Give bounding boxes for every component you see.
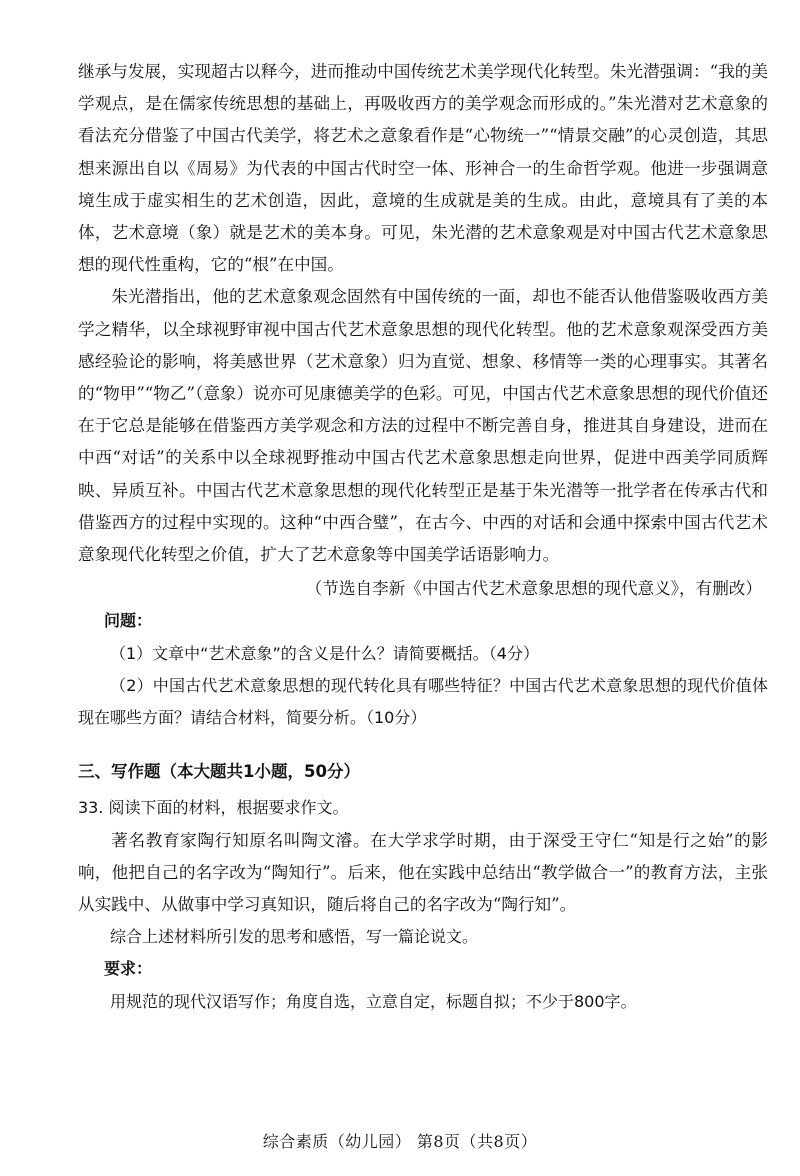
writing-task: 33. 阅读下面的材料，根据要求作文。 (78, 798, 349, 818)
page-footer: 综合素质（幼儿园） 第8页（共8页） (262, 1132, 538, 1151)
article-paragraph-2: 朱光潜指出，他的艺术意象观念固然有中国传统的一面，却也不能否认他借鉴吸收西方美学之精华，以全球视野审视中国古代艺术意象思想的现代化转型。他的艺术意象观深受西方美感经验论的影响，将美感世界（艺术意象）归为直觉、想象、移情等一类的心理事实。其著名的“物甲”“物乙”（意象）说亦可见康德美学的色彩。可见，中国古代艺术意象思想的现代价值还在于它总是能够在借鉴西方美学观念和方法的过程中不断完善自身，推进其自身建设，进而在中西“对话”的关系中以全球视野推动中国古代艺术意象思想走向世界，促进中西美学同质辉映、异质互补。中国古代艺术意象思想的现代化转型正是基于朱光潜等一批学者在传承古代和借鉴西方的过程中实现的。这种“中西合璧”，在古今、中西的对话和会通中探索中国古代艺术意象现代化转型之价值，扩大了艺术意象等中国美学话语影响力。 (78, 287, 768, 565)
requirements-label: 要求： (104, 959, 153, 979)
requirements-text: 用规范的现代汉语写作；角度自选，立意自定，标题自拟；不少于800字。 (110, 991, 637, 1011)
questions-heading: 问题： (104, 611, 153, 631)
writing-instruction: 综合上述材料所引发的思考和感悟，写一篇论说文。 (110, 927, 479, 947)
question-1: （1）文章中“艺术意象”的含义是什么？请简要概括。（4分） (110, 643, 539, 663)
question-2: （2）中国古代艺术意象思想的现代转化具有哪些特征？中国古代艺术意象思想的现代价值体现在哪些方面？请结合材料，简要分析。（10分） (78, 675, 768, 728)
article-source: （节选自李新《中国古代艺术意象思想的现代意义》，有删改） (305, 579, 762, 599)
writing-material: 著名教育家陶行知原名叫陶文濬。在大学求学时期，由于深受王守仁“知是行之始”的影响，他把自己的名字改为“陶知行”。后来，他在实践中总结出“教学做合一”的教育方法，主张从实践中、从做事中学习真知识，随后将自己的名字改为“陶行知”。 (78, 830, 768, 915)
page-content (78, 56, 768, 1018)
section-3-title: 三、写作题（本大题共1小题，50分） (78, 762, 360, 782)
article-paragraph-1: 继承与发展，实现超古以释今，进而推动中国传统艺术美学现代化转型。朱光潜强调：“我的美学观点，是在儒家传统思想的基础上，再吸收西方的美学观念而形成的。”朱光潜对艺术意象的看法充分借鉴了中国古代美学，将艺术之意象看作是“心物统一”“情景交融”的心灵创造，其思想来源出自以《周易》为代表的中国古代时空一体、形神合一的生命哲学观。他进一步强调意境生成于虚实相生的艺术创造，因此，意境的生成就是美的生成。由此，意境具有了美的本体，艺术意境（象）就是艺术的美本身。可见，朱光潜的艺术意象观是对中国古代艺术意象思想的现代性重构，它的“根”在中国。 (78, 62, 768, 275)
